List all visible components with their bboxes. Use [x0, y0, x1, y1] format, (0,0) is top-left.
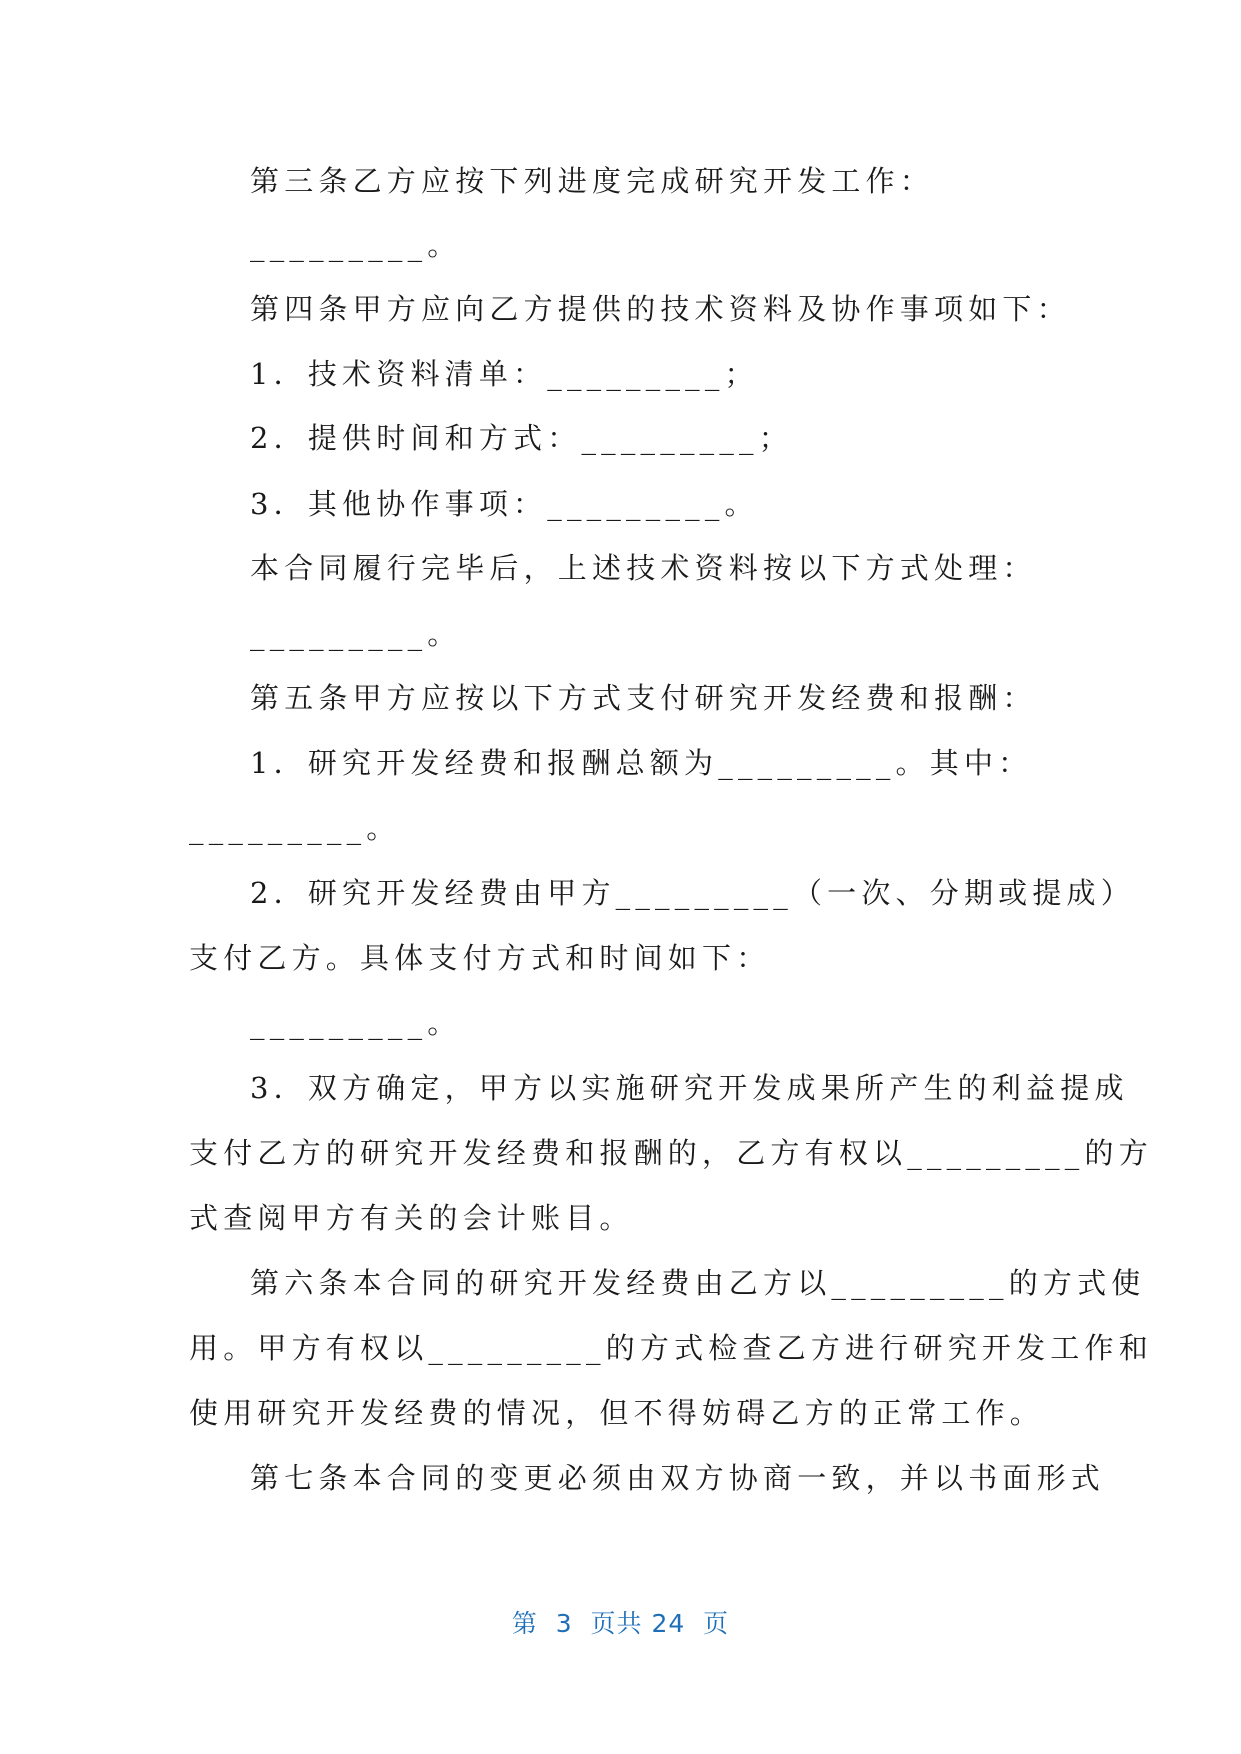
- paragraph-line: 使用研究开发经费的情况，但不得妨碍乙方的正常工作。: [189, 1396, 1045, 1430]
- paragraph-line: 2．提供时间和方式：_________；: [250, 421, 793, 455]
- paragraph-line: 1．技术资料清单：_________；: [250, 357, 759, 391]
- paragraph-line: 3．双方确定，甲方以实施研究开发成果所产生的利益提成: [250, 1071, 1129, 1105]
- page-number-footer: 第 3 页共 24 页: [511, 1609, 730, 1638]
- paragraph-line: _________。: [250, 228, 462, 262]
- paragraph-line: 第五条甲方应按以下方式支付研究开发经费和报酬：: [250, 681, 1037, 715]
- paragraph-line: 1．研究开发经费和报酬总额为_________。其中：: [250, 746, 1033, 780]
- paragraph-line: 本合同履行完毕后，上述技术资料按以下方式处理：: [250, 551, 1037, 585]
- paragraph-line: 式查阅甲方有关的会计账目。: [189, 1201, 634, 1235]
- paragraph-line: 支付乙方。具体支付方式和时间如下：: [189, 941, 771, 975]
- paragraph-line: 第六条本合同的研究开发经费由乙方以_________的方式使: [250, 1266, 1146, 1300]
- paragraph-line: 支付乙方的研究开发经费和报酬的，乙方有权以_________的方: [189, 1136, 1153, 1170]
- paragraph-line: _________。: [250, 1006, 462, 1040]
- paragraph-line: 第四条甲方应向乙方提供的技术资料及协作事项如下：: [250, 292, 1071, 326]
- paragraph-line: 第三条乙方应按下列进度完成研究开发工作：: [250, 164, 935, 198]
- paragraph-line: 用。甲方有权以_________的方式检查乙方进行研究开发工作和: [189, 1331, 1153, 1365]
- paragraph-line: _________。: [189, 811, 401, 845]
- paragraph-line: 第七条本合同的变更必须由双方协商一致，并以书面形式: [250, 1461, 1106, 1495]
- paragraph-line: _________。: [250, 617, 462, 651]
- paragraph-line: 3．其他协作事项：_________。: [250, 487, 759, 521]
- paragraph-line: 2．研究开发经费由甲方_________（一次、分期或提成）: [250, 876, 1135, 910]
